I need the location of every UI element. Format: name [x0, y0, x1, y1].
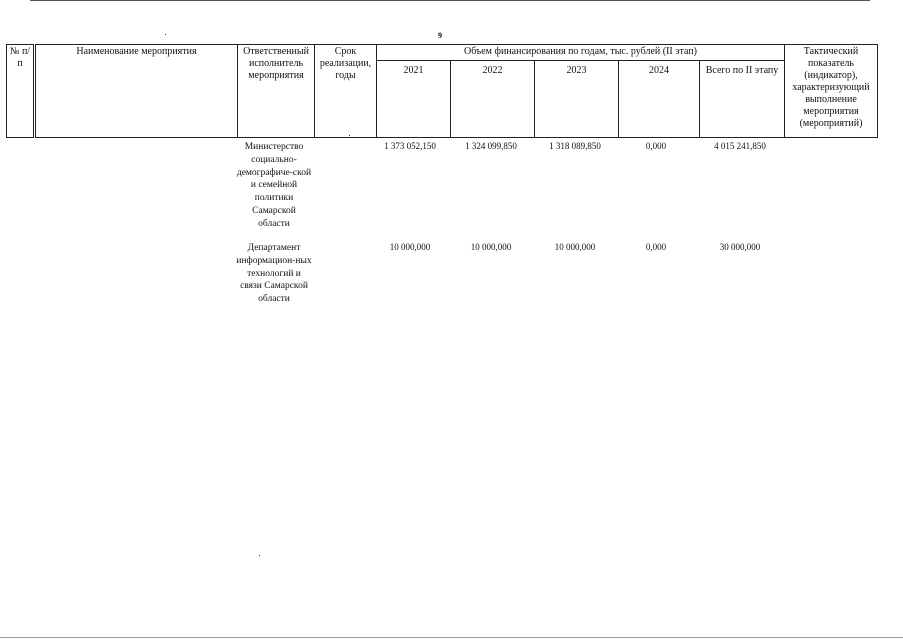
scan-speck	[259, 555, 260, 556]
header-col-number: № п/п	[7, 45, 35, 138]
row-2-executor: Департамент информацион-ных технологий и связи Самарской области	[236, 243, 312, 305]
header-year-2022: 2022	[451, 61, 535, 138]
row-2-value-2022: 10 000,000	[470, 242, 512, 252]
row-2-value-2021: 10 000,000	[389, 242, 431, 252]
row-1-value-2023: 1 318 089,850	[549, 141, 601, 151]
financing-table-header	[6, 44, 878, 138]
row-1-value-2021: 1 373 052,150	[384, 141, 436, 151]
scan-speck	[165, 34, 166, 35]
row-1-value-total: 4 015 241,850	[714, 141, 766, 151]
header-col-financing: Объем финансирования по годам, тыс. рублей (II этап)	[377, 45, 785, 61]
header-year-2024: 2024	[619, 61, 700, 138]
page-number: 9	[438, 31, 442, 40]
header-year-2023: 2023	[535, 61, 619, 138]
row-1-value-2022: 1 324 099,850	[465, 141, 517, 151]
page-top-edge	[30, 0, 870, 1]
page-bottom-edge	[0, 637, 903, 638]
header-total-stage-2: Всего по II этапу	[700, 61, 785, 138]
row-2-value-2024: 0,000	[645, 242, 667, 252]
row-2-value-total: 30 000,000	[719, 242, 761, 252]
row-2-value-2023: 10 000,000	[554, 242, 596, 252]
row-1-value-2024: 0,000	[645, 141, 667, 151]
header-col-term: Срок реализации, годы	[315, 45, 377, 138]
header-col-executor: Ответственный исполнитель мероприятия	[238, 45, 315, 138]
header-year-2021: 2021	[377, 61, 451, 138]
header-col-indicator: Тактический показатель (индикатор), характеризующий выполнение мероприятия (мероприятий)	[785, 45, 878, 138]
header-col-name: Наименование мероприятия	[35, 45, 238, 138]
row-1-executor: Министерство социально-демографиче-ской и семейной политики Самарской области	[236, 142, 312, 229]
